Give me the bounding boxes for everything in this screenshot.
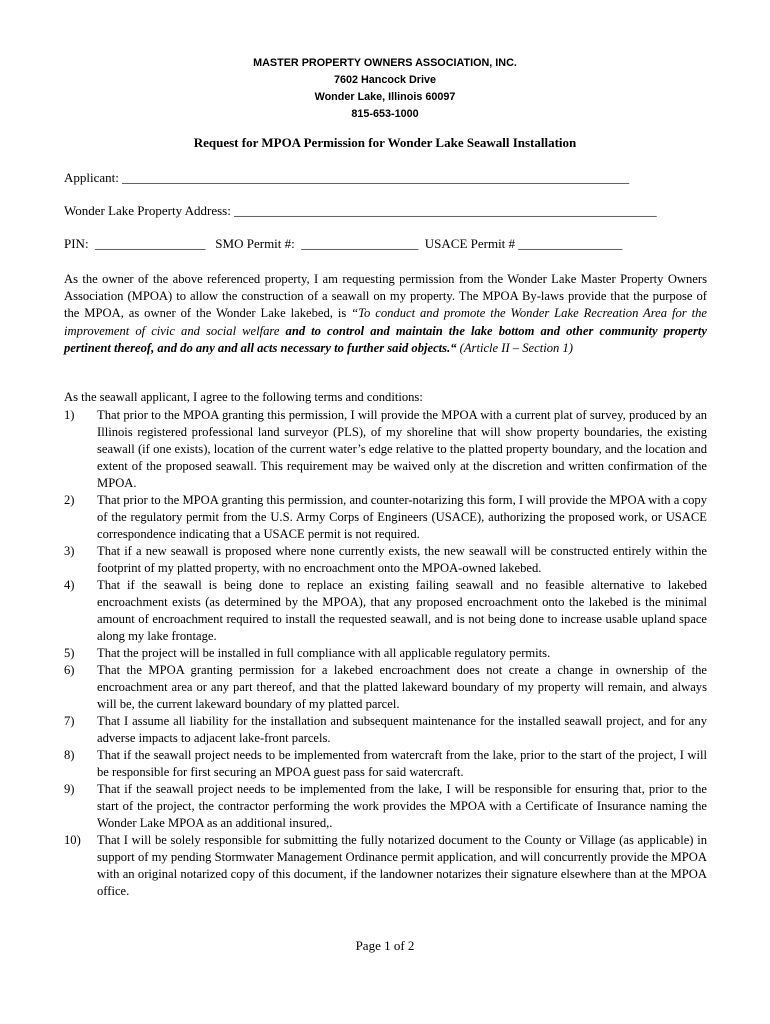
- terms-list: [64, 407, 707, 900]
- term-number: 10): [64, 833, 81, 847]
- owner-statement: [64, 271, 707, 357]
- term-text: That the MPOA granting permission for a lakebed encroachment does not create a change in ownership of the encroachment area or any part thereof, and that the platted lakeward boundary of my property will remain, and always will be, the current lakeward boundary of my platted parcel.: [97, 663, 707, 711]
- term-text: That if the seawall project needs to be implemented from the lake, I will be responsible for ensuring that, prior to the start of the project, the contractor performing the work provides the MPOA with a Certificate of Insurance naming the Wonder Lake MPOA as an additional insured,.: [97, 782, 707, 830]
- term-item: [64, 492, 707, 543]
- term-text: That I assume all liability for the installation and subsequent maintenance for the installed seawall project, and for any adverse impacts to adjacent lake-front parcels.: [97, 714, 707, 745]
- bylaws-citation: (Article II – Section 1): [456, 340, 573, 355]
- document-title: Request for MPOA Permission for Wonder Lake Seawall Installation: [193, 135, 577, 150]
- term-item: [64, 713, 707, 747]
- applicant-field[interactable]: Applicant: ______________________________________________________________________________: [64, 170, 630, 185]
- term-number: 7): [64, 714, 75, 728]
- permit-numbers-field[interactable]: PIN: _________________ SMO Permit #: __________________ USACE Permit # ________________: [64, 236, 623, 251]
- term-item: [64, 645, 707, 662]
- term-item: [64, 747, 707, 781]
- term-number: 3): [64, 544, 75, 558]
- term-item: [64, 577, 707, 645]
- term-text: That if a new seawall is proposed where none currently exists, the new seawall will be constructed entirely within the footprint of my platted property, with no encroachment onto the MPOA-owned lakebed.: [97, 544, 707, 575]
- term-number: 6): [64, 663, 75, 677]
- term-item: [64, 543, 707, 577]
- org-phone: 815-653-1000: [351, 108, 419, 120]
- term-number: 4): [64, 578, 75, 592]
- org-street: 7602 Hancock Drive: [333, 74, 437, 86]
- term-text: That prior to the MPOA granting this permission, and counter-notarizing this form, I will provide the MPOA with a copy of the regulatory permit from the U.S. Army Corps of Engineers (USACE), authorizing the proposed work, or USACE correspondence indicating that a USACE permit is not required.: [97, 493, 707, 541]
- property-address-field[interactable]: Wonder Lake Property Address: _________________________________________________________________: [64, 203, 657, 218]
- term-item: [64, 407, 707, 492]
- term-text: That if the seawall is being done to replace an existing failing seawall and no feasible alternative to lakebed encroachment exists (as determined by the MPOA), that any proposed encroachment onto the lakebed is the minimal amount of encroachment required to install the requested seawall, and is not being done to increase usable upland space along my lake frontage.: [97, 578, 707, 643]
- org-name: MASTER PROPERTY OWNERS ASSOCIATION, INC.: [253, 57, 517, 69]
- page-number: Page 1 of 2: [355, 938, 415, 953]
- term-number: 9): [64, 782, 75, 796]
- terms-intro: As the seawall applicant, I agree to the following terms and conditions:: [64, 390, 423, 404]
- term-text: That prior to the MPOA granting this permission, I will provide the MPOA with a current plat of survey, produced by an Illinois registered professional land surveyor (PLS), of my shoreline that will show property boundaries, the existing seawall (if one exists), location of the current water’s edge relative to the platted property boundary, and the location and extent of the proposed seawall. This requirement may be waived only at the discretion and written confirmation of the MPOA.: [97, 408, 707, 490]
- term-number: 8): [64, 748, 75, 762]
- term-item: [64, 781, 707, 832]
- letterhead: [0, 55, 770, 123]
- bylaws-quote-emphasis: and to control and maintain the lake bottom and other community property pertinent thereof, and do any and all acts necessary to further said objects.“: [64, 323, 707, 355]
- org-city: Wonder Lake, Illinois 60097: [314, 91, 456, 103]
- term-text: That if the seawall project needs to be implemented from watercraft from the lake, prior to the start of the project, I will be responsible for first securing an MPOA guest pass for said watercraft.: [97, 748, 707, 779]
- term-number: 1): [64, 408, 75, 422]
- statement-text: As the owner of the above referenced property, I am requesting permission from the Wonder Lake Master Property Owners Association (MPOA) to allow the construction of a seawall on my property. The MPOA By-laws provide that the purpose of the MPOA, as owner of the Wonder Lake lakebed, is: [64, 272, 707, 321]
- term-item: [64, 832, 707, 900]
- term-text: That I will be solely responsible for submitting the fully notarized document to the County or Village (as applicable) in support of my pending Stormwater Management Ordinance permit application, and will concurrently provide the MPOA with an original notarized copy of this document, if the landowner notarizes their signature elsewhere than at the MPOA office.: [97, 833, 707, 898]
- term-number: 5): [64, 646, 75, 660]
- term-text: That the project will be installed in full compliance with all applicable regulatory permits.: [97, 646, 551, 660]
- term-item: [64, 662, 707, 713]
- term-number: 2): [64, 493, 75, 507]
- bylaws-quote: “To conduct and promote the Wonder Lake Recreation Area for the improvement of civic and social welfare: [64, 306, 707, 338]
